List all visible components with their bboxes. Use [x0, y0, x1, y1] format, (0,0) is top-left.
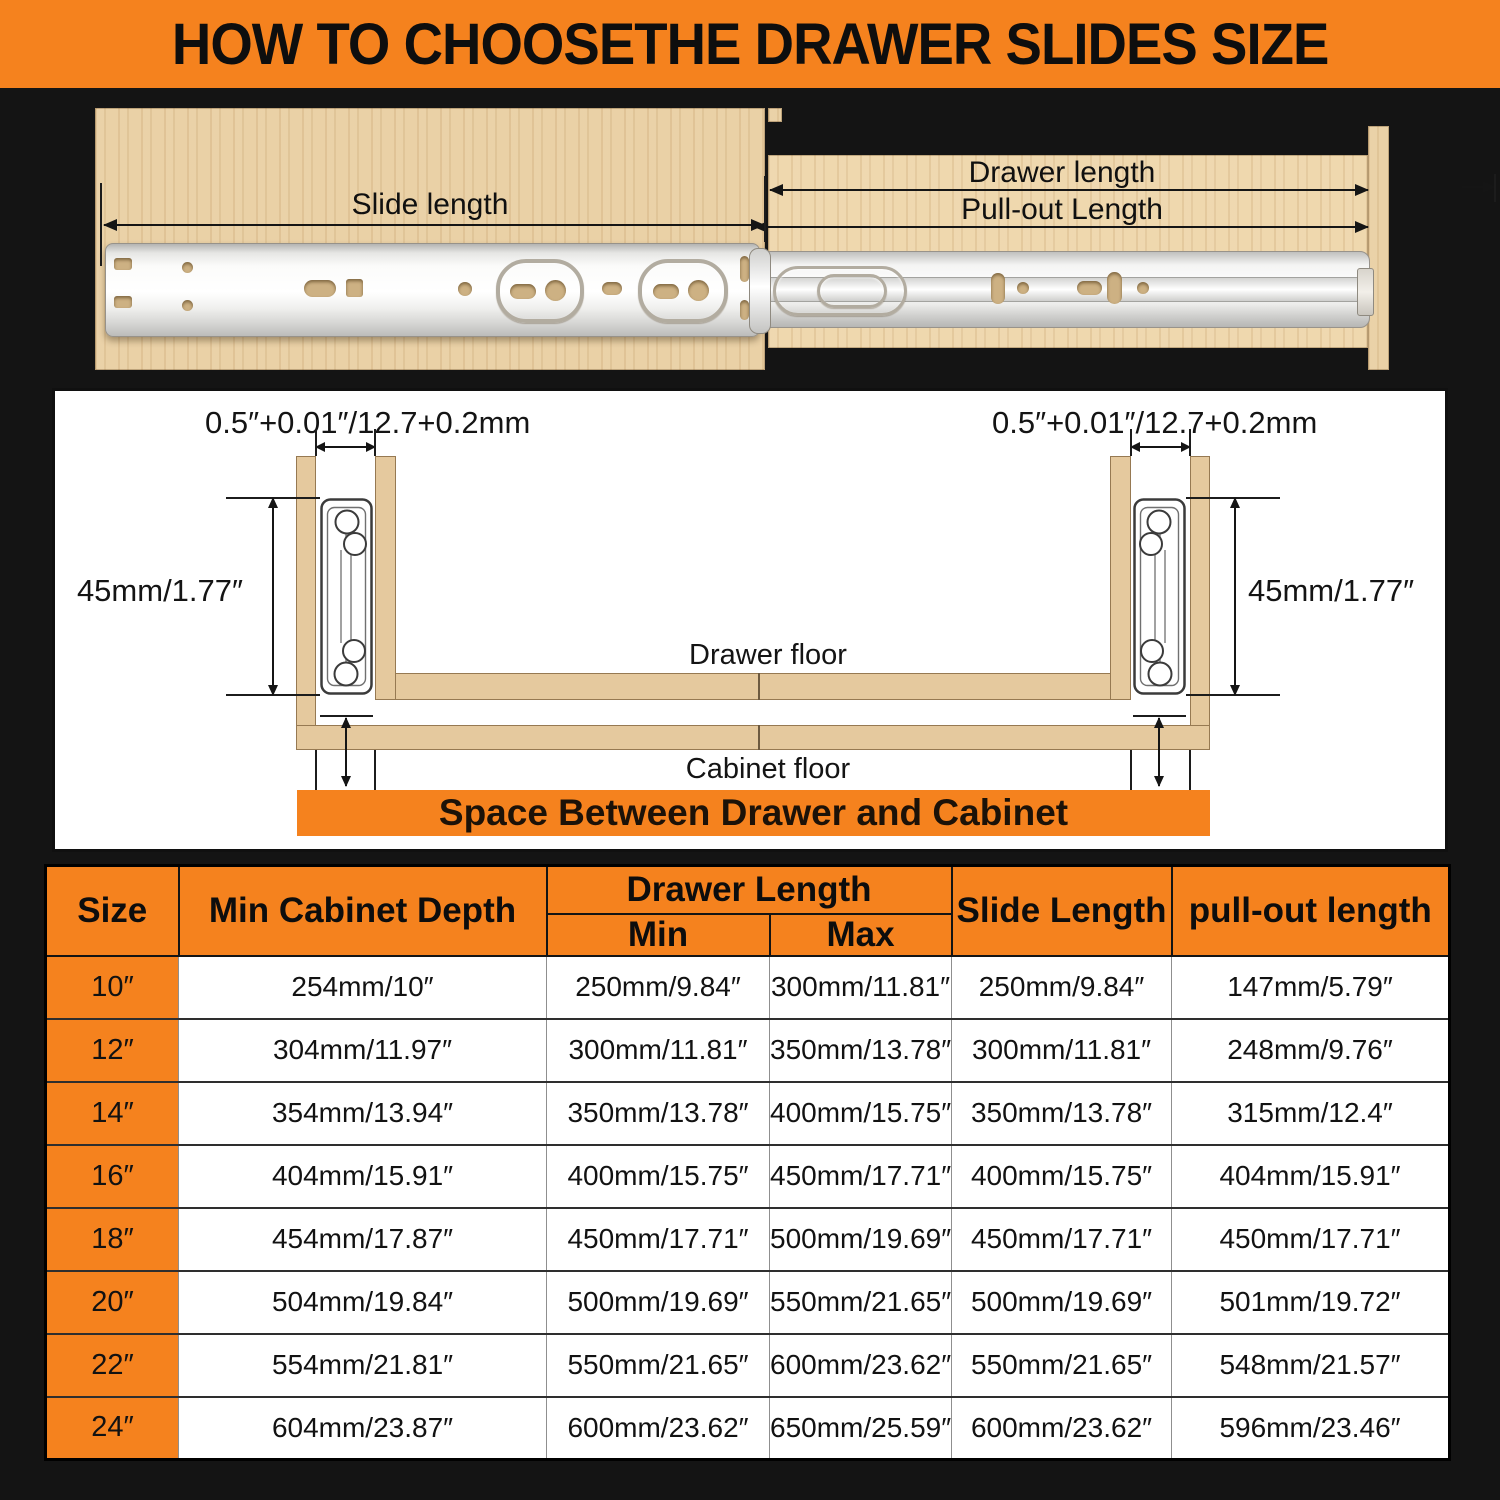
slide-length-cell: 250mm/9.84″ — [952, 956, 1172, 1019]
ext-line — [374, 750, 376, 790]
left-clearance-arrow — [316, 446, 375, 448]
drawer-length-arrow — [770, 189, 1368, 191]
header-size: Size — [46, 866, 179, 956]
min-cabinet-depth-cell: 604mm/23.87″ — [179, 1397, 547, 1460]
right-inner-wall — [1110, 456, 1131, 700]
slide-length-cell: 300mm/11.81″ — [952, 1019, 1172, 1082]
header-min-cabinet-depth: Min Cabinet Depth — [179, 866, 547, 956]
pull-out-cell: 248mm/9.76″ — [1172, 1019, 1450, 1082]
drawer-min-cell: 350mm/13.78″ — [547, 1082, 770, 1145]
rail-cutout — [817, 274, 887, 308]
left-inner-wall — [375, 456, 396, 700]
drawer-floor-label: Drawer floor — [689, 639, 847, 671]
right-slide-cross-section — [1133, 498, 1186, 695]
size-cell: 18″ — [46, 1208, 179, 1271]
ext-line — [315, 750, 317, 790]
space-banner-label: Space Between Drawer and Cabinet — [438, 792, 1069, 833]
size-cell: 10″ — [46, 956, 179, 1019]
size-cell: 12″ — [46, 1019, 179, 1082]
size-cell: 14″ — [46, 1082, 179, 1145]
size-cell: 20″ — [46, 1271, 179, 1334]
gap-arrow — [345, 718, 347, 786]
drawer-max-cell: 600mm/23.62″ — [770, 1334, 952, 1397]
rail-hole — [1077, 281, 1102, 295]
slide-photo-section — [0, 88, 1500, 388]
cross-section-diagram — [52, 388, 1448, 852]
table-row — [46, 1271, 1450, 1334]
rail-hole — [346, 279, 363, 297]
cabinet-floor-label: Cabinet floor — [685, 753, 851, 785]
slide-lock — [749, 248, 771, 334]
drawer-min-cell: 550mm/21.65″ — [547, 1334, 770, 1397]
drawer-min-cell: 300mm/11.81″ — [547, 1019, 770, 1082]
pull-out-cell: 596mm/23.46″ — [1172, 1397, 1450, 1460]
min-cabinet-depth-cell: 454mm/17.87″ — [179, 1208, 547, 1271]
pull-out-length-arrow — [755, 226, 1368, 228]
table-row — [46, 1145, 1450, 1208]
slide-length-cell: 400mm/15.75″ — [952, 1145, 1172, 1208]
table-header — [46, 866, 1450, 956]
pull-out-cell: 315mm/12.4″ — [1172, 1082, 1450, 1145]
right-clearance-arrow — [1131, 446, 1190, 448]
space-banner — [297, 790, 1210, 836]
drawer-front-strip — [1368, 126, 1389, 370]
rail-hole — [688, 280, 709, 301]
rail-hole — [510, 284, 536, 299]
pull-out-cell: 501mm/19.72″ — [1172, 1271, 1450, 1334]
slide-length-cell: 600mm/23.62″ — [952, 1397, 1172, 1460]
slide-length-cell: 450mm/17.71″ — [952, 1208, 1172, 1271]
drawer-max-cell: 550mm/21.65″ — [770, 1271, 952, 1334]
rail-hole — [653, 284, 679, 299]
min-cabinet-depth-cell: 354mm/13.94″ — [179, 1082, 547, 1145]
edge-ext-fragment — [1494, 174, 1496, 202]
header-pull-out-length: pull-out length — [1172, 866, 1450, 956]
left-height-arrow — [272, 498, 274, 695]
drawer-max-cell: 350mm/13.78″ — [770, 1019, 952, 1082]
rail-hole — [458, 282, 472, 296]
rail-hole — [1137, 282, 1149, 294]
pull-out-cell: 450mm/17.71″ — [1172, 1208, 1450, 1271]
table-row — [46, 1082, 1450, 1145]
header-row-1 — [46, 866, 1450, 914]
rail-hole — [1017, 282, 1029, 294]
table-body — [46, 956, 1450, 1460]
right-outer-wall — [1190, 456, 1210, 750]
rail-hole — [114, 258, 132, 270]
size-cell: 16″ — [46, 1145, 179, 1208]
rail-hole — [545, 280, 566, 301]
table-row — [46, 1334, 1450, 1397]
page-title: HOW TO CHOOSETHE DRAWER SLIDES SIZE — [171, 11, 1329, 77]
rail-hole — [991, 273, 1005, 304]
rail-end-bracket — [1357, 268, 1374, 316]
ext-line — [1189, 429, 1191, 456]
drawer-min-cell: 500mm/19.69″ — [547, 1271, 770, 1334]
drawer-min-cell: 250mm/9.84″ — [547, 956, 770, 1019]
ext-line — [1130, 750, 1132, 790]
rail-hole — [182, 300, 193, 311]
pull-out-cell: 404mm/15.91″ — [1172, 1145, 1450, 1208]
left-height-label: 45mm/1.77″ — [76, 573, 243, 608]
header-slide-length: Slide Length — [952, 866, 1172, 956]
drawer-max-cell: 500mm/19.69″ — [770, 1208, 952, 1271]
slide-length-cell: 550mm/21.65″ — [952, 1334, 1172, 1397]
table-row — [46, 1019, 1450, 1082]
drawer-max-cell: 650mm/25.59″ — [770, 1397, 952, 1460]
pull-out-cell: 548mm/21.57″ — [1172, 1334, 1450, 1397]
slide-length-label: Slide length — [351, 188, 509, 221]
rail-cutout — [496, 259, 584, 323]
outer-slide-rail — [105, 243, 760, 337]
drawer-min-cell: 600mm/23.62″ — [547, 1397, 770, 1460]
ext-line — [1130, 429, 1132, 456]
rail-hole — [114, 296, 132, 308]
pull-out-length-label: Pull-out Length — [961, 193, 1163, 226]
min-cabinet-depth-cell: 254mm/10″ — [179, 956, 547, 1019]
drawer-min-cell: 450mm/17.71″ — [547, 1208, 770, 1271]
rail-hole — [740, 256, 749, 282]
min-cabinet-depth-cell: 554mm/21.81″ — [179, 1334, 547, 1397]
rail-hole — [304, 280, 336, 297]
left-clearance-label: 0.5″+0.01″/12.7+0.2mm — [205, 405, 531, 440]
min-cabinet-depth-cell: 304mm/11.97″ — [179, 1019, 547, 1082]
right-clearance-label: 0.5″+0.01″/12.7+0.2mm — [992, 405, 1318, 440]
min-cabinet-depth-cell: 404mm/15.91″ — [179, 1145, 547, 1208]
right-height-label: 45mm/1.77″ — [1248, 573, 1415, 608]
drawer-max-cell: 400mm/15.75″ — [770, 1082, 952, 1145]
ext-line — [1189, 750, 1191, 790]
drawer-min-cell: 400mm/15.75″ — [547, 1145, 770, 1208]
slide-length-cell: 350mm/13.78″ — [952, 1082, 1172, 1145]
slide-length-arrow — [104, 224, 764, 226]
rail-hole — [1107, 272, 1122, 304]
size-table — [44, 864, 1451, 1461]
drawer-max-cell: 450mm/17.71″ — [770, 1145, 952, 1208]
rail-hole — [740, 300, 749, 320]
inner-slide-rail — [758, 251, 1370, 328]
size-cell: 22″ — [46, 1334, 179, 1397]
table-row — [46, 1208, 1450, 1271]
edge-arrow-fragment — [1462, 186, 1496, 188]
gap-arrow — [1158, 718, 1160, 786]
header-drawer-length: Drawer Length — [547, 866, 952, 914]
drawer-tab — [768, 108, 782, 122]
min-cabinet-depth-cell: 504mm/19.84″ — [179, 1271, 547, 1334]
header-drawer-max: Max — [770, 914, 952, 956]
drawer-max-cell: 300mm/11.81″ — [770, 956, 952, 1019]
drawer-length-ext-line — [764, 176, 766, 242]
rail-hole — [602, 282, 622, 295]
header-drawer-min: Min — [547, 914, 770, 956]
title-banner — [0, 0, 1500, 88]
right-height-arrow — [1234, 498, 1236, 695]
table-row — [46, 1397, 1450, 1460]
table-row — [46, 956, 1450, 1019]
drawer-floor-bar — [395, 673, 1111, 700]
cabinet-floor-bar — [296, 725, 1210, 750]
pull-out-cell: 147mm/5.79″ — [1172, 956, 1450, 1019]
wood-joint-line — [758, 725, 760, 750]
size-table-section — [44, 864, 1448, 1461]
ext-line — [315, 429, 317, 456]
slide-length-ext-line — [100, 183, 102, 266]
ext-line — [374, 429, 376, 456]
drawer-length-label: Drawer length — [968, 156, 1156, 189]
left-outer-wall — [296, 456, 316, 750]
rail-hole — [182, 262, 193, 273]
size-cell: 24″ — [46, 1397, 179, 1460]
wood-joint-line — [758, 673, 760, 700]
left-slide-cross-section — [320, 498, 373, 695]
slide-length-cell: 500mm/19.69″ — [952, 1271, 1172, 1334]
rail-cutout — [638, 259, 728, 323]
